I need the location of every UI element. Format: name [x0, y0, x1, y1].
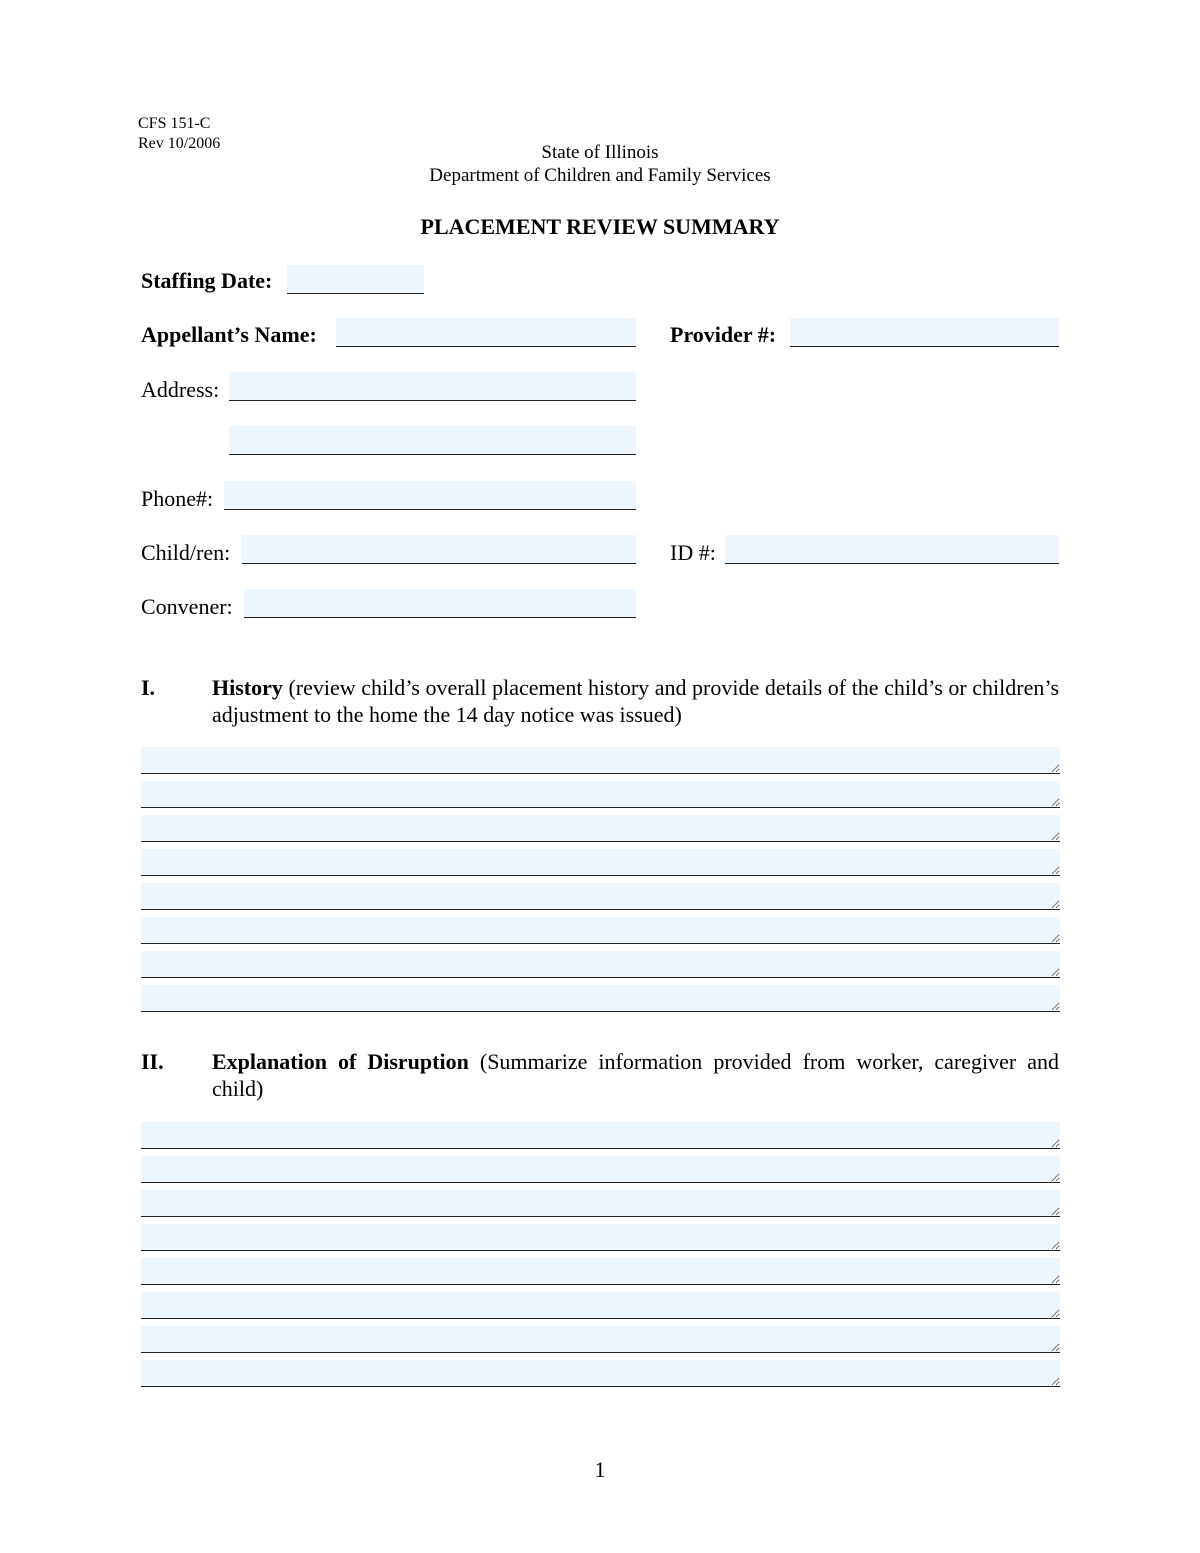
history-line[interactable] [141, 849, 1060, 876]
section-2-description: (Summarize information provided from worker, caregiver and child) [212, 1049, 1059, 1101]
provider-number-label: Provider #: [670, 322, 777, 347]
address-line2-field[interactable] [229, 426, 636, 455]
provider-number-field[interactable] [790, 318, 1059, 347]
children-label: Child/ren: [141, 540, 231, 565]
convener-field[interactable] [244, 589, 636, 618]
history-line[interactable] [141, 917, 1060, 944]
form-number: CFS 151-C [138, 115, 211, 132]
disruption-line[interactable] [141, 1122, 1060, 1149]
section-1-number: I. [141, 675, 156, 700]
section-1-description: (review child’s overall placement history and provide details of the child’s or children’s adjustment to the home the 14 day notice was issued) [212, 675, 1060, 727]
page-number: 1 [594, 1457, 606, 1482]
history-line[interactable] [141, 815, 1060, 842]
phone-label: Phone#: [141, 486, 214, 511]
history-line[interactable] [141, 951, 1060, 978]
history-line[interactable] [141, 747, 1060, 774]
history-line[interactable] [141, 985, 1060, 1012]
header-department: Department of Children and Family Services [429, 165, 771, 186]
page-title: PLACEMENT REVIEW SUMMARY [420, 214, 780, 239]
history-line[interactable] [141, 883, 1060, 910]
disruption-line[interactable] [141, 1224, 1060, 1251]
history-line[interactable] [141, 781, 1060, 808]
disruption-line[interactable] [141, 1156, 1060, 1183]
disruption-line[interactable] [141, 1292, 1060, 1319]
disruption-line[interactable] [141, 1360, 1060, 1387]
section-1-text [212, 674, 1059, 728]
id-number-label: ID #: [670, 540, 716, 565]
appellant-name-label: Appellant’s Name: [141, 322, 317, 347]
address-label: Address: [141, 377, 220, 402]
address-line1-field[interactable] [229, 372, 636, 401]
section-2-heading: Explanation of Disruption [212, 1049, 469, 1074]
section-2-number: II. [141, 1049, 164, 1074]
disruption-line[interactable] [141, 1326, 1060, 1353]
id-number-field[interactable] [725, 535, 1059, 564]
staffing-date-field[interactable] [287, 265, 424, 294]
disruption-line[interactable] [141, 1258, 1060, 1285]
form-revision: Rev 10/2006 [138, 135, 221, 152]
section-1-heading: History [212, 675, 283, 700]
disruption-line[interactable] [141, 1190, 1060, 1217]
phone-field[interactable] [224, 481, 636, 510]
appellant-name-field[interactable] [336, 318, 636, 347]
staffing-date-label: Staffing Date: [141, 268, 273, 293]
header-state: State of Illinois [541, 142, 659, 163]
children-field[interactable] [242, 535, 636, 564]
section-2-text [212, 1048, 1059, 1102]
convener-label: Convener: [141, 594, 233, 619]
